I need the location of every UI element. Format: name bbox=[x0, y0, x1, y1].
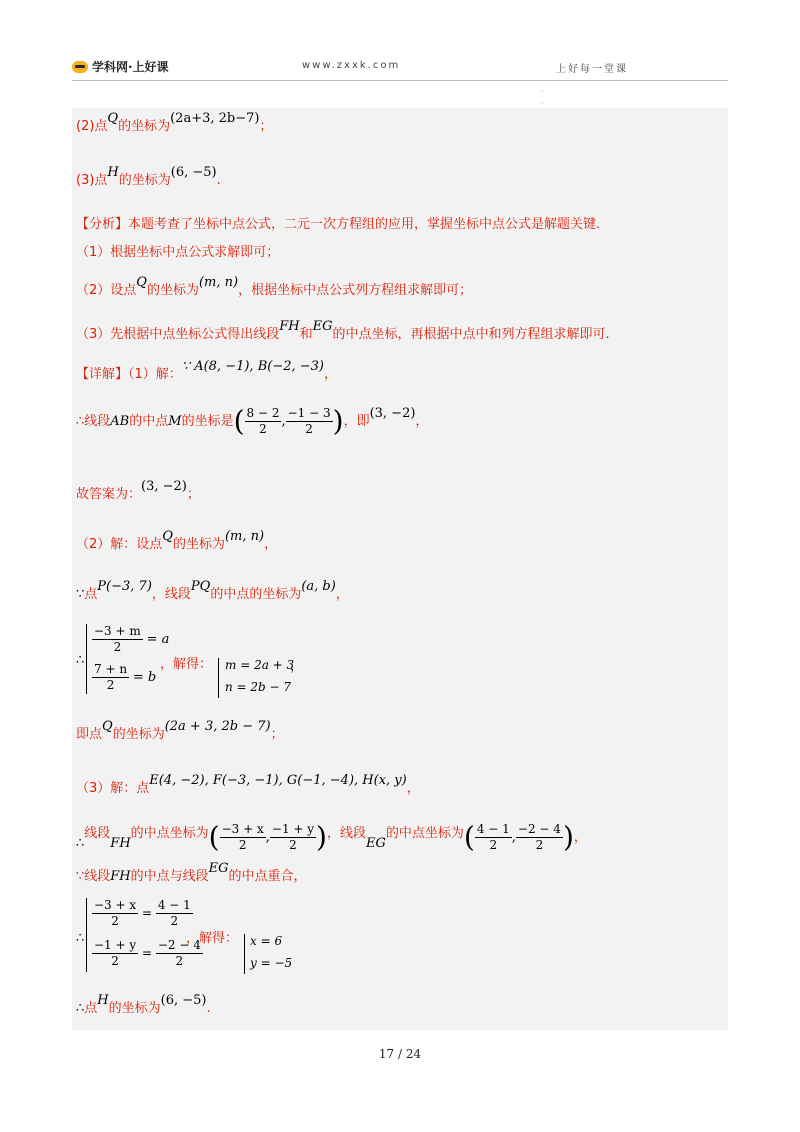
midpoints-fh-eg: ∴线段FH的中点坐标为( $\frac{-3 + x}{2}$ , $\frac{-1 + y}{2}$ )，线段EG的中点坐标为( $\frac{4 - 1}{2}$ , $\frac{-2 - 4}{2}$ )， bbox=[76, 820, 587, 854]
detail-part-2: （2）解：设点Q的坐标为(m, n)， bbox=[76, 529, 278, 552]
comma: ， bbox=[290, 659, 304, 674]
slogan: 上好每一堂课 bbox=[556, 64, 628, 75]
decorative-dots: · · bbox=[541, 87, 544, 108]
detail-part-3: （3）解：点E(4, −2), F(−3, −1), G(−1, −4), H(x, y)， bbox=[76, 773, 420, 796]
brace bbox=[86, 624, 87, 694]
system2-eq-2: $\frac{-1 + y}{2}$ = $\frac{-2 - 4}{2}$ bbox=[94, 938, 201, 968]
result-part-2: 即点Q的坐标为(2a + 3, 2b − 7)； bbox=[76, 719, 284, 742]
system-eq-1: $\frac{-3 + m}{2}$ = a bbox=[94, 624, 170, 654]
logo bbox=[72, 58, 169, 75]
therefore-2: ∴ bbox=[76, 931, 85, 946]
solution-2b: y = −5 bbox=[250, 956, 293, 970]
solution-1b: n = 2b − 7 bbox=[225, 680, 292, 694]
page-number: 17 / 24 bbox=[378, 1047, 422, 1061]
answer-3: (3)点H的坐标为(6, −5). bbox=[76, 165, 221, 188]
brace bbox=[218, 658, 219, 698]
brand-name: 学科网·上好课 bbox=[92, 60, 169, 74]
midpoint-ab: ∴线段AB的中点M的坐标是( $\frac{8 - 2}{2}$ , $\frac{-1 - 3}{2}$ )，即(3, −2)， bbox=[76, 404, 429, 438]
system2-eq-1: $\frac{-3 + x}{2}$ = $\frac{4 - 1}{2}$ bbox=[94, 898, 191, 928]
midpoint-pq: ∵点P(−3, 7)，线段PQ的中点的坐标为(a, b)， bbox=[76, 579, 349, 602]
fraction: $\frac{-1 - 3}{2}$ bbox=[287, 406, 331, 436]
solve-label: ，解得： bbox=[160, 657, 213, 672]
answer-2: (2)点Q的坐标为(2a+3, 2b−7)； bbox=[76, 111, 273, 134]
brace bbox=[86, 898, 87, 972]
analysis-step-3: （3）先根据中点坐标公式得出线段FH和EG的中点坐标，再根据中点中和列方程组求解即可. bbox=[76, 319, 610, 342]
therefore-1: ∴ bbox=[76, 653, 85, 668]
final-answer: ∴点H的坐标为(6, −5). bbox=[76, 993, 211, 1016]
fraction: $\frac{8 - 2}{2}$ bbox=[246, 406, 280, 436]
brace bbox=[244, 934, 245, 974]
system-eq-2: $\frac{7 + n}{2}$ = b bbox=[94, 662, 157, 692]
analysis-step-1: （1）根据坐标中点公式求解即可； bbox=[76, 245, 280, 260]
solution-2a: x = 6 bbox=[250, 934, 283, 948]
solution-1a: m = 2a + 3 bbox=[225, 658, 295, 672]
logo-icon bbox=[72, 61, 88, 73]
detail-part-1: 【详解】（1）解：∵ A(8, −1), B(−2, −3)， bbox=[76, 359, 337, 382]
answer-part-1: 故答案为：(3, −2)； bbox=[76, 479, 200, 502]
analysis-step-2: （2）设点Q的坐标为(m, n)，根据坐标中点公式列方程组求解即可； bbox=[76, 275, 473, 298]
coincide-statement: ∵线段FH的中点与线段EG的中点重合， bbox=[76, 861, 307, 884]
site-url: www.zxxk.com bbox=[302, 60, 401, 71]
page-header bbox=[72, 58, 728, 81]
solve-label-2: ，解得： bbox=[186, 931, 239, 946]
analysis-summary: 【分析】本题考查了坐标中点公式，二元一次方程组的应用，掌握坐标中点公式是解题关键. bbox=[76, 217, 601, 232]
